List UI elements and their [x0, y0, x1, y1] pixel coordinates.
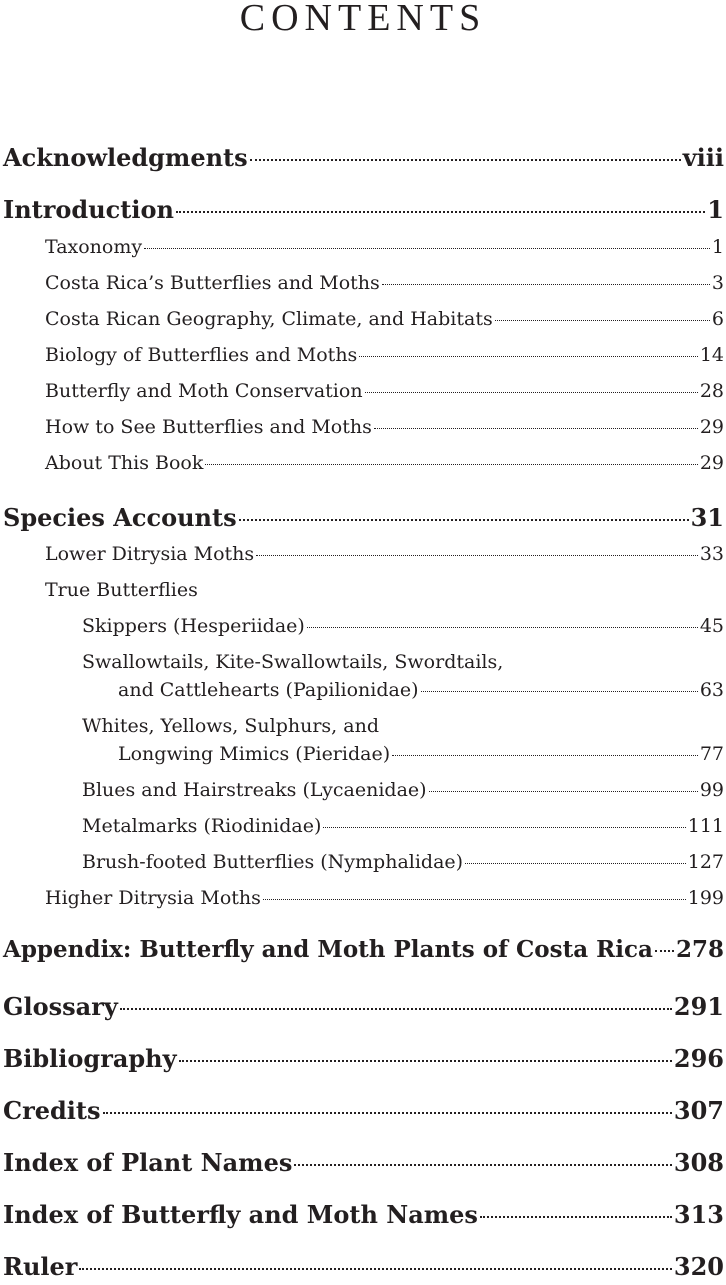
toc-entry-species-accounts[interactable] [3, 503, 724, 533]
toc-entry-label: Longwing Mimics (Pieridae) [118, 743, 391, 765]
toc-entry-ruler[interactable] [3, 1252, 724, 1282]
dot-leader [495, 320, 710, 321]
dot-leader [263, 899, 686, 900]
toc-entry-label: and Cattlehearts (Papilionidae) [118, 679, 419, 701]
toc-page-number: 111 [687, 815, 724, 837]
toc-entry-label: Lower Ditrysia Moths [45, 543, 255, 565]
toc-page-number: 28 [699, 380, 724, 402]
toc-entry-label: Costa Rican Geography, Climate, and Habitats [45, 308, 493, 330]
dot-leader [120, 1008, 672, 1010]
toc-entry-label: Blues and Hairstreaks (Lycaenidae) [82, 779, 427, 801]
dot-leader [144, 248, 710, 249]
toc-entry-label: Bibliography [3, 1044, 177, 1073]
dot-leader [103, 1112, 672, 1114]
dot-leader [359, 356, 698, 357]
toc-entry-bibliography[interactable] [3, 1044, 724, 1074]
toc-entry-taxonomy[interactable] [45, 234, 724, 260]
dot-leader [307, 627, 698, 628]
toc-entry-label: Costa Rica’s Butterflies and Moths [45, 272, 380, 294]
dot-leader [79, 1268, 671, 1270]
toc-page-number: 3 [711, 272, 724, 294]
dot-leader [655, 950, 674, 952]
toc-entry-index-butterflies[interactable] [3, 1200, 724, 1230]
toc-entry-geography[interactable] [45, 306, 724, 332]
dot-leader [176, 211, 705, 213]
toc-page-number: 1 [707, 195, 724, 224]
toc-page-number: 291 [673, 992, 724, 1021]
toc-entry-metalmarks[interactable] [82, 813, 724, 839]
toc-entry-brushfooted[interactable] [82, 849, 724, 875]
toc-entry-label: Butterfly and Moth Conservation [45, 380, 363, 402]
toc-page-number: viii [682, 143, 724, 172]
page-title: CONTENTS [239, 0, 487, 39]
toc-page-number: 31 [690, 503, 724, 532]
toc-page-number: 127 [687, 851, 724, 873]
toc-entry-label: How to See Butterflies and Moths [45, 416, 372, 438]
toc-entry-lower-ditrysia[interactable] [45, 541, 724, 567]
toc-entry-label: Metalmarks (Riodinidae) [82, 815, 322, 837]
toc-heading-true-butterflies[interactable]: True Butterflies [45, 579, 198, 601]
toc-page-number: 296 [673, 1044, 724, 1073]
toc-page-number: 29 [699, 452, 724, 474]
toc-page-number: 14 [699, 344, 724, 366]
toc-page-number: 45 [699, 615, 724, 637]
toc-page-number: 99 [699, 779, 724, 801]
toc-entry-glossary[interactable] [3, 992, 724, 1022]
toc-entry-conservation[interactable] [45, 378, 724, 404]
dot-leader [250, 159, 681, 161]
toc-entry-costa-rica-butterflies[interactable] [45, 270, 724, 296]
dot-leader [365, 392, 698, 393]
toc-entry-label: Ruler [3, 1252, 78, 1281]
toc-entry-label: Appendix: Butterfly and Moth Plants of Costa Rica [3, 936, 653, 963]
toc-entry-label: Credits [3, 1096, 101, 1125]
toc-page-number: 63 [699, 679, 724, 701]
dot-leader [323, 827, 685, 828]
toc-entry-label: Skippers (Hesperiidae) [82, 615, 305, 637]
toc-page-number: 29 [699, 416, 724, 438]
dot-leader [374, 428, 698, 429]
toc-page-number: 320 [673, 1252, 724, 1281]
toc-entry-label: About This Book [45, 452, 204, 474]
dot-leader [256, 555, 698, 556]
toc-entry-how-to-see[interactable] [45, 414, 724, 440]
toc-entry-label: Brush-footed Butterflies (Nymphalidae) [82, 851, 464, 873]
dot-leader [392, 755, 698, 756]
toc-page-number: 1 [711, 236, 724, 258]
toc-entry-label: Index of Plant Names [3, 1148, 293, 1177]
toc-entry-label: Glossary [3, 992, 118, 1021]
toc-entry-credits[interactable] [3, 1096, 724, 1126]
toc-page-number: 199 [687, 887, 724, 909]
toc-entry-higher-ditrysia[interactable] [45, 885, 724, 911]
toc-entry-skippers[interactable] [82, 613, 724, 639]
toc-entry-whites[interactable] [118, 741, 724, 767]
toc-page-number: 308 [673, 1148, 724, 1177]
toc-entry-label: Higher Ditrysia Moths [45, 887, 261, 909]
toc-entry-label: Biology of Butterflies and Moths [45, 344, 358, 366]
dot-leader [382, 284, 710, 285]
dot-leader [179, 1060, 672, 1062]
toc-entry-blues[interactable] [82, 777, 724, 803]
toc-page-number: 33 [699, 543, 724, 565]
toc-page-number: 313 [673, 1200, 724, 1229]
dot-leader [239, 519, 689, 521]
dot-leader [421, 691, 698, 692]
toc-entry-label: Introduction [3, 195, 174, 224]
toc-entry-introduction[interactable] [3, 195, 724, 225]
toc-entry-label: Taxonomy [45, 236, 143, 258]
toc-entry-appendix[interactable] [3, 935, 724, 965]
toc-page-number: 278 [675, 936, 724, 963]
dot-leader [205, 464, 697, 465]
dot-leader [480, 1216, 672, 1218]
toc-entry-biology[interactable] [45, 342, 724, 368]
toc-page-number: 307 [673, 1096, 724, 1125]
dot-leader [429, 791, 698, 792]
dot-leader [465, 863, 686, 864]
toc-entry-label: Species Accounts [3, 503, 237, 532]
dot-leader [294, 1164, 672, 1166]
toc-entry-swallowtails[interactable] [118, 677, 724, 703]
toc-entry-label: Acknowledgments [3, 143, 248, 172]
toc-entry-label: Index of Butterfly and Moth Names [3, 1200, 478, 1229]
toc-page-number: 77 [699, 743, 724, 765]
toc-entry-about-book[interactable] [45, 450, 724, 476]
toc-entry-index-plants[interactable] [3, 1148, 724, 1178]
toc-entry-whites-line1[interactable]: Whites, Yellows, Sulphurs, and [82, 715, 379, 737]
toc-entry-acknowledgments[interactable] [3, 143, 724, 173]
toc-page-number: 6 [711, 308, 724, 330]
toc-entry-swallowtails-line1[interactable]: Swallowtails, Kite-Swallowtails, Swordtails, [82, 651, 504, 673]
